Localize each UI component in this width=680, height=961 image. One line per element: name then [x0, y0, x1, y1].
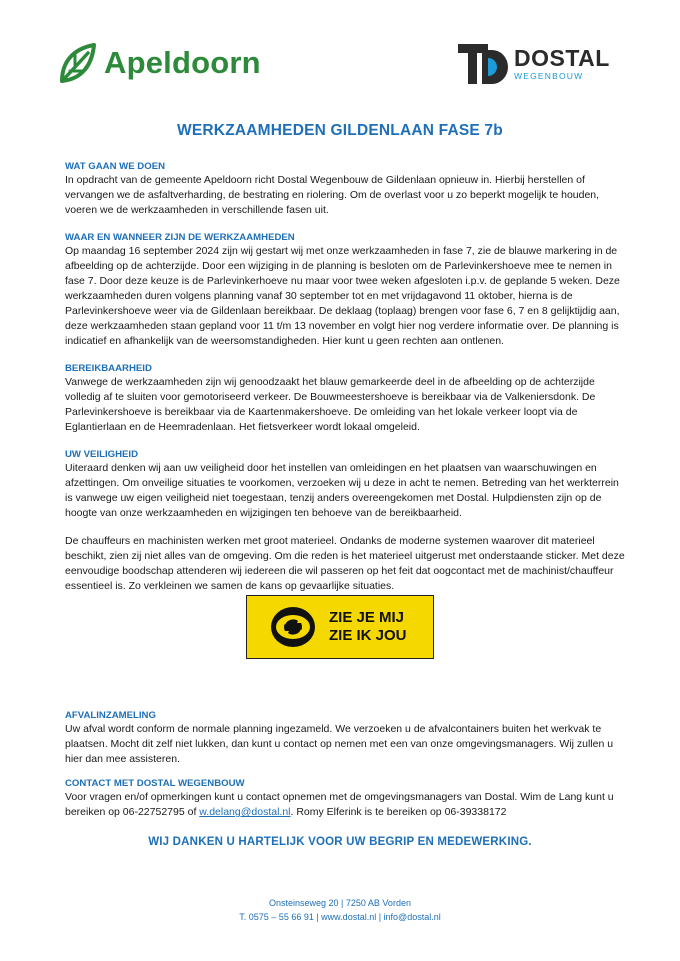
dostal-mark-icon — [458, 42, 510, 86]
section-heading: BEREIKBAARHEID — [65, 363, 152, 374]
section-paragraph: Vanwege de werkzaamheden zijn wij genoodzaakt het blauw gemarkeerde deel in de afbeelding op de achterzijde volledig af te sluiten voor gemotoriseerd verkeer. De Bouwmeestershoeve is bereikbaar via de Valkeniersdonk. De Parlevinkershoeve is bereikbaar via de Kaartenmakershoeve. De omleiding van het lokale verkeer loopt via de Eglantierlaan en de Heemradenlaan. Het fietsverkeer wordt lokaal omgeleid. — [65, 376, 596, 433]
section-paragraph: Uiteraard denken wij aan uw veiligheid door het instellen van omleidingen en het plaatsen van waarschuwingen en afzettingen. Om onveilige situaties te voorkomen, verzoeken wij u deze in acht te nemen. Betreding van het werkterrein is vanwege uw eigen veiligheid niet toegestaan, tenzij anders overeengekomen met Dostal. Hulpdiensten zijn op de hoogte van onze werkzaamheden en wijzigingen ten behoeve van de bereikbaarheid. — [65, 462, 619, 519]
footer-address: Onsteinseweg 20 | 7250 AB Vorden — [269, 898, 411, 908]
contact-text-before: Voor vragen en/of opmerkingen kunt u contact opnemen met de omgevingsmanagers van Dostal. Wim de Lang kunt u bereiken op 06-22752795 of — [65, 791, 614, 818]
section-wat-gaan-we-doen — [65, 160, 625, 218]
contact-paragraph — [65, 790, 625, 820]
lower-content — [65, 709, 625, 820]
section-afvalinzameling — [65, 709, 625, 767]
main-content — [65, 160, 625, 594]
apeldoorn-logo — [58, 40, 261, 86]
section-heading: AFVALINZAMELING — [65, 710, 156, 721]
section-contact — [65, 777, 625, 820]
zie-je-mij-sticker — [246, 595, 434, 659]
section-heading: UW VEILIGHEID — [65, 449, 139, 460]
dostal-logo — [458, 42, 610, 86]
dostal-logo-text: DOSTAL — [514, 45, 610, 72]
section-bereikbaarheid — [65, 362, 625, 435]
footer-contact: T. 0575 – 55 66 91 | www.dostal.nl | info@dostal.nl — [239, 912, 441, 922]
section-paragraph: De chauffeurs en machinisten werken met groot materieel. Ondanks de moderne systemen waarover dit materieel beschikt, zien zij niet alles van de omgeving. Om die reden is het materieel uitgerust met onderstaande sticker. Met deze eenvoudige boodschap attenderen wij iedereen die wil passeren op het feit dat oogcontact met de machinist/chauffeur essentieel is. Zo verkleinen we samen de kans op gevaarlijke situaties. — [65, 535, 625, 592]
section-uw-veiligheid — [65, 448, 625, 594]
contact-text-after: . Romy Elferink is te bereiken op 06-39338172 — [290, 806, 507, 818]
sticker-line-1: ZIE JE MIJ — [329, 609, 405, 626]
dostal-logo-subtext: WEGENBOUW — [514, 71, 584, 82]
thanks-message: WIJ DANKEN U HARTELIJK VOOR UW BEGRIP EN MEDEWERKING. — [148, 836, 532, 848]
eye-icon — [269, 604, 317, 650]
sticker-line-2: ZIE IK JOU — [329, 627, 407, 644]
footer — [0, 896, 680, 924]
leaf-logo-icon — [58, 41, 98, 85]
section-paragraph: Op maandag 16 september 2024 zijn wij gestart wij met onze werkzaamheden in fase 7, zie de blauwe markering in de afbeelding op de achterzijde. Door een wijziging in de planning is besloten om de Parlevinkershoeve mee te nemen in fase 7. Door deze keuze is de Parlevinkerhoeve nu maar voor twee weken afgesloten i.p.v. de geplande 5 weken. Deze werkzaamheden duren volgens planning vanaf 30 september tot en met vrijdagavond 11 oktober, hierna is de Parlevinkershoeve weer via de Gildenlaan bereikbaar. De deklaag (toplaag) brengen voor fase 6, 7 en 8 gelijktijdig aan, deze werkzaamheden staan gepland voor 11 t/m 13 november en volgt hier nog verdere informatie over. De planning is indicatief en afhankelijk van de weersomstandigheden. Hier kunt u geen rechten aan ontlenen. — [65, 245, 620, 347]
section-waar-en-wanneer — [65, 231, 625, 349]
email-link[interactable]: w.delang@dostal.nl — [199, 806, 291, 818]
section-heading: WAT GAAN WE DOEN — [65, 161, 166, 172]
section-heading: CONTACT MET DOSTAL WEGENBOUW — [65, 778, 245, 789]
section-heading: WAAR EN WANNEER ZIJN DE WERKZAAMHEDEN — [65, 232, 295, 243]
section-paragraph: In opdracht van de gemeente Apeldoorn richt Dostal Wegenbouw de Gildenlaan opnieuw in. Hierbij herstellen of vervangen we de asfaltverharding, de bestrating en riolering. Om de overlast voor u zo beperkt mogelijk te houden, voeren we de werkzaamheden in verschillende fasen uit. — [65, 174, 600, 216]
apeldoorn-logo-text: Apeldoorn — [104, 45, 261, 80]
section-paragraph: Uw afval wordt conform de normale planning ingezameld. We verzoeken u de afvalcontainers buiten het werkvak te plaatsen. Mocht dit zelf niet lukken, dan kunt u contact op nemen met een van onze omgevingsmanagers. Wij zullen u hier dan mee assisteren. — [65, 723, 614, 765]
page-title: WERKZAAMHEDEN GILDENLAAN FASE 7b — [177, 122, 503, 139]
